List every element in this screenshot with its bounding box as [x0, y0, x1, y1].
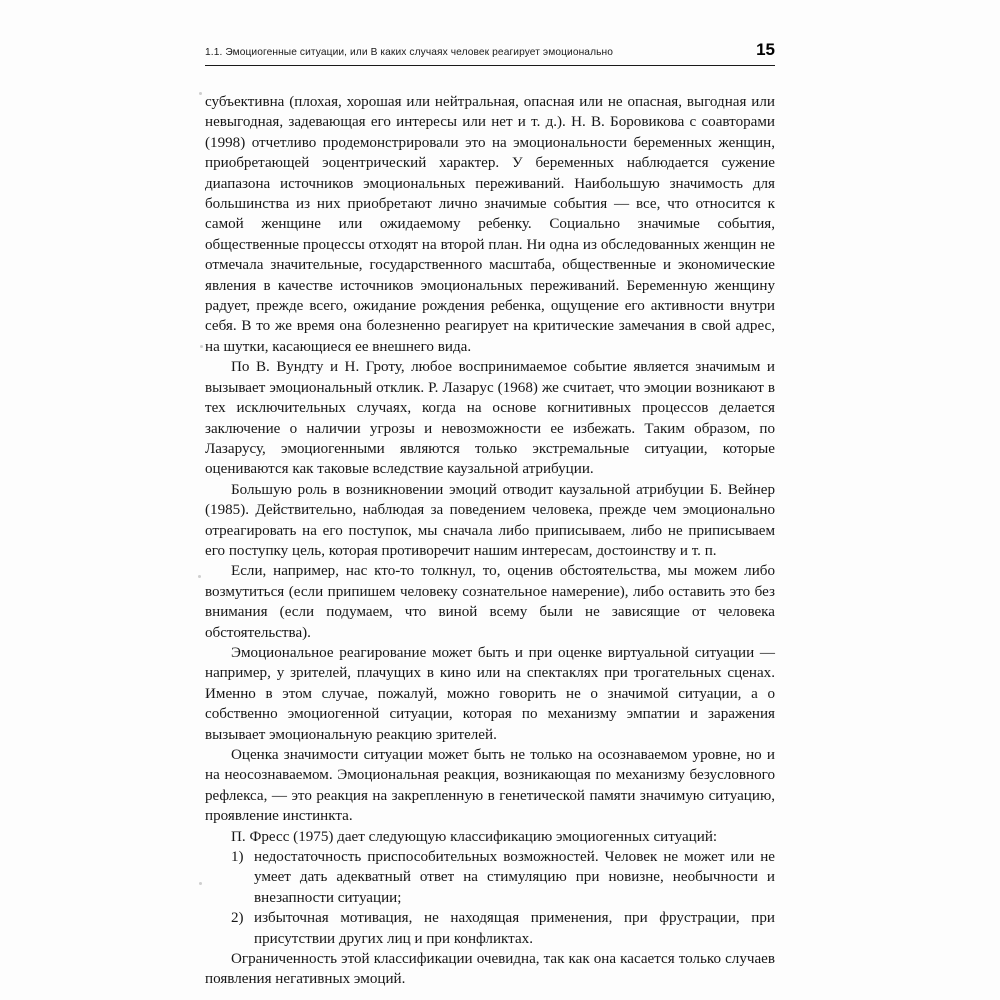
scan-artifact [198, 575, 201, 578]
running-head-title: 1.1. Эмоциогенные ситуации, или В каких случаях человек реагирует эмоционально [205, 47, 614, 58]
list-item [205, 847, 775, 908]
paragraph: П. Фресс (1975) дает следующую классификацию эмоциогенных ситуаций: [231, 828, 718, 845]
list-item-text: избыточная мотивация, не находящая применения, при фрустрации, при присутствии других лиц и при конфликтах. [254, 910, 775, 947]
paragraph: Оценка значимости ситуации может быть не только на осознаваемом уровне, но и на неосознаваемом. Эмоциональная реакция, возникающая по механизму безусловного рефлекса, — это реакция на закрепленную в генетической памяти значимую ситуацию, проявление инстинкта. [205, 747, 775, 825]
paragraph: По В. Вундту и Н. Гроту, любое воспринимаемое событие является значимым и вызывает эмоциональный отклик. Р. Лазарус (1968) же считает, что эмоции возникают в тех исключительных случаях, когда на основе когнитивных процессов делается заключение о наличии угрозы и невозможности ее избежать. Таким образом, по Лазарусу, эмоциогенными являются только экстремальные ситуации, которые оцениваются как таковые вследствие каузальной атрибуции. [205, 359, 775, 478]
scan-artifact [199, 882, 202, 885]
list-item-marker: 2) [231, 910, 244, 927]
running-head [205, 40, 775, 66]
paragraph: Эмоциональное реагирование может быть и при оценке виртуальной ситуации — например, у зрителей, плачущих в кино или на спектаклях при трогательных сценах. Именно в этом случае, пожалуй, можно говорить не о значимой ситуации, а о собственно эмоциогенной ситуации, которая по механизму эмпатии и заражения вызывает эмоциональную реакцию зрителей. [205, 644, 775, 743]
paragraph: Ограниченность этой классификации очевидна, так как она касается только случаев появления негативных эмоций. [205, 951, 775, 988]
paragraph: Большую роль в возникновении эмоций отводит каузальной атрибуции Б. Вейнер (1985). Действительно, наблюдая за поведением человека, прежде чем эмоционально отреагировать на его поступок, мы сначала либо приписываем, либо не приписываем его поступку цель, которая противоречит нашим интересам, достоинству и т. п. [205, 481, 775, 559]
paragraph: субъективна (плохая, хорошая или нейтральная, опасная или не опасная, выгодная или невыгодная, задевающая его интересы или нет и т. д.). Н. В. Боровикова с соавторами (1998) отчетливо продемонстрировали это на эмоциональности беременных женщин, приобретающей эоцентрический характер. У беременных наблюдается сужение диапазона источников эмоциональных переживаний. Наибольшую значимость для большинства из них приобретают лично значимые события — все, что относится к самой женщине или ожидаемому ребенку. Социально значимые события, общественные процессы отходят на второй план. Ни одна из обследованных женщин не отмечала значительные, государственного масштаба, общественные и экономические явления в качестве источников эмоциональных переживаний. Беременную женщину радует, прежде всего, ожидание рождения ребенка, ощущение его активности внутри себя. В то же время она болезненно реагирует на критические замечания в свой адрес, на шутки, касающиеся ее внешнего вида. [205, 94, 775, 355]
list-item [205, 908, 775, 949]
page-content [205, 40, 775, 990]
list-item-marker: 1) [231, 849, 244, 866]
classification-list [205, 847, 775, 949]
page-number: 15 [756, 40, 775, 59]
body-text [205, 92, 775, 990]
list-item-text: недостаточность приспособительных возможностей. Человек не может или не умеет дать адекватный ответ на стимуляцию при новизне, необычности и внезапности ситуации; [254, 849, 775, 906]
scan-artifact [199, 92, 202, 95]
paragraph: Если, например, нас кто-то толкнул, то, оценив обстоятельства, мы можем либо возмутиться (если припишем человеку сознательное намерение), либо оставить это без внимания (если подумаем, что виной всему были не зависящие от человека обстоятельства). [205, 563, 775, 641]
scan-artifact [200, 345, 203, 348]
